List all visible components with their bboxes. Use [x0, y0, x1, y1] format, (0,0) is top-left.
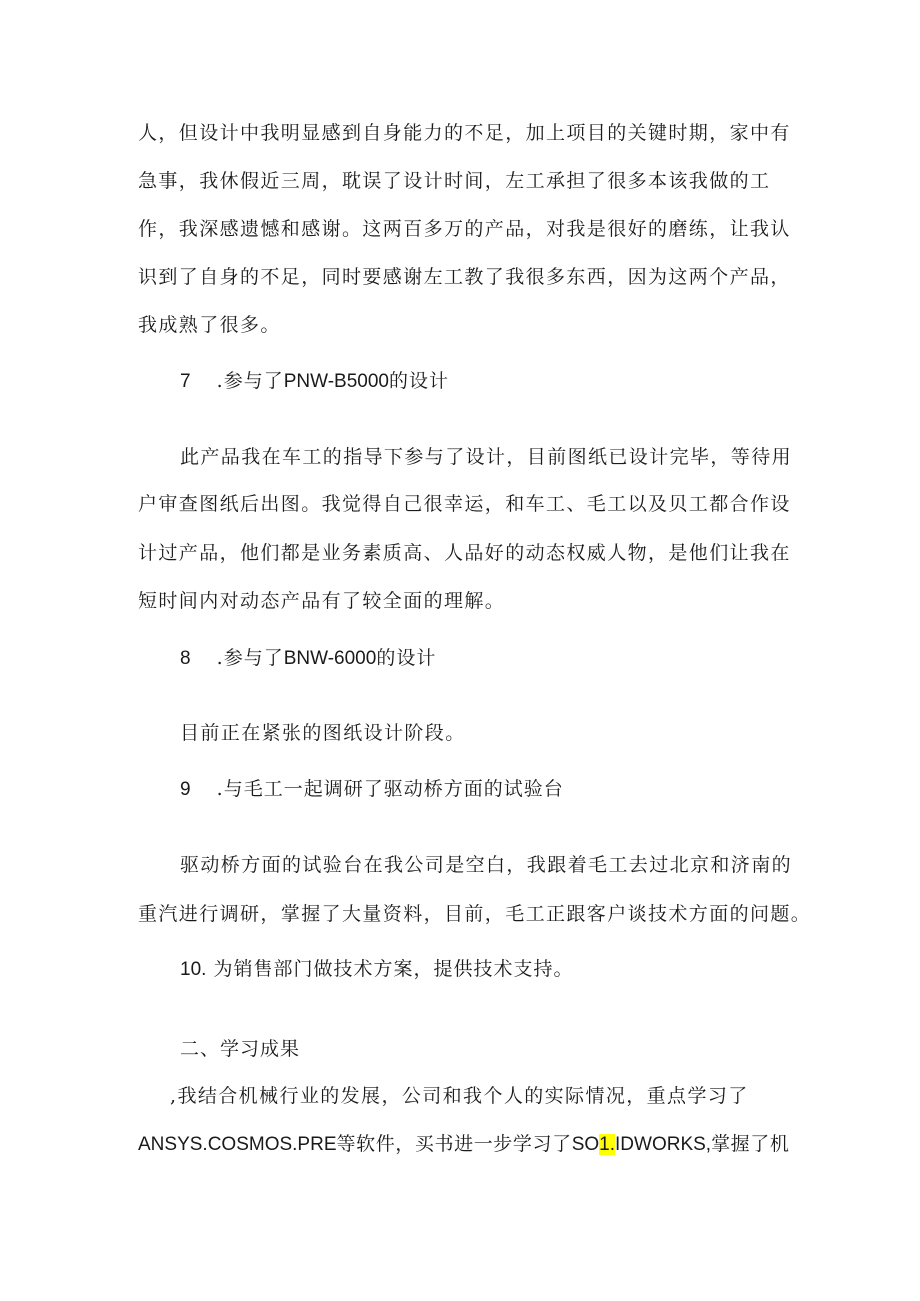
- paragraph-line: 此产品我在车工的指导下参与了设计，目前图纸已设计完毕，等待用: [180, 446, 793, 468]
- paragraph-line: 重汽进行调研，掌握了大量资料，目前，毛工正跟客户谈技术方面的问题。: [138, 903, 812, 925]
- item-text: .参与了: [216, 370, 284, 392]
- software-names: ANSYS.COSMOS.PRE: [138, 1134, 337, 1155]
- item-text: .与毛工一起调研了驱动桥方面的试验台: [216, 778, 564, 800]
- paragraph-line: 计过产品，他们都是业务素质高、人品好的动态权威人物，是他们让我在: [138, 542, 791, 564]
- item-8-heading: [180, 645, 436, 672]
- paragraph-line: 目前正在紧张的图纸设计阶段。: [180, 722, 466, 744]
- paragraph-line-mixed: [138, 1131, 789, 1158]
- software-suffix: IDWORKS,: [615, 1134, 712, 1155]
- paragraph-line: 识到了自身的不足，同时要感谢左工教了我很多东西，因为这两个产品，: [138, 266, 791, 288]
- item-model: BNW-6000: [283, 648, 377, 669]
- item-suffix: 的设计: [376, 647, 437, 669]
- paragraph-line: 作，我深感遗憾和感谢。这两百多万的产品，对我是很好的磨练，让我认: [138, 218, 791, 240]
- paragraph-line: ,我结合机械行业的发展，公司和我个人的实际情况，重点学习了: [170, 1085, 749, 1107]
- item-10-heading: [180, 956, 573, 983]
- mid-text: 等软件，买书进一步学习了: [336, 1133, 572, 1155]
- item-9-heading: [180, 776, 564, 803]
- item-suffix: 的设计: [388, 370, 449, 392]
- paragraph-line: 短时间内对动态产品有了较全面的理解。: [138, 590, 506, 612]
- end-text: 掌握了机: [711, 1133, 790, 1155]
- paragraph-line: 人，但设计中我明显感到自身能力的不足，加上项目的关键时期，家中有: [138, 122, 791, 144]
- item-7-heading: [180, 368, 449, 395]
- paragraph-line: 户审查图纸后出图。我觉得自己很幸运，和车工、毛工以及贝工都合作设: [138, 493, 791, 515]
- paragraph-line: 驱动桥方面的试验台在我公司是空白，我跟着毛工去过北京和济南的: [180, 854, 793, 876]
- item-text: .参与了: [216, 647, 284, 669]
- paragraph-line: 我成熟了很多。: [138, 314, 281, 336]
- item-number: 7: [180, 371, 191, 392]
- section-title: 二、学习成果: [180, 1038, 301, 1060]
- software-prefix: SO: [571, 1134, 600, 1155]
- item-text: 为销售部门做技术方案，提供技术支持。: [213, 958, 574, 980]
- highlighted-text: 1.: [599, 1134, 616, 1155]
- item-number: 8: [180, 648, 191, 669]
- item-number: 9: [180, 779, 191, 800]
- paragraph-line: 急事，我休假近三周，耽误了设计时间，左工承担了很多本该我做的工: [138, 170, 771, 192]
- item-number: 10.: [180, 959, 207, 980]
- item-model: PNW-B5000: [283, 371, 389, 392]
